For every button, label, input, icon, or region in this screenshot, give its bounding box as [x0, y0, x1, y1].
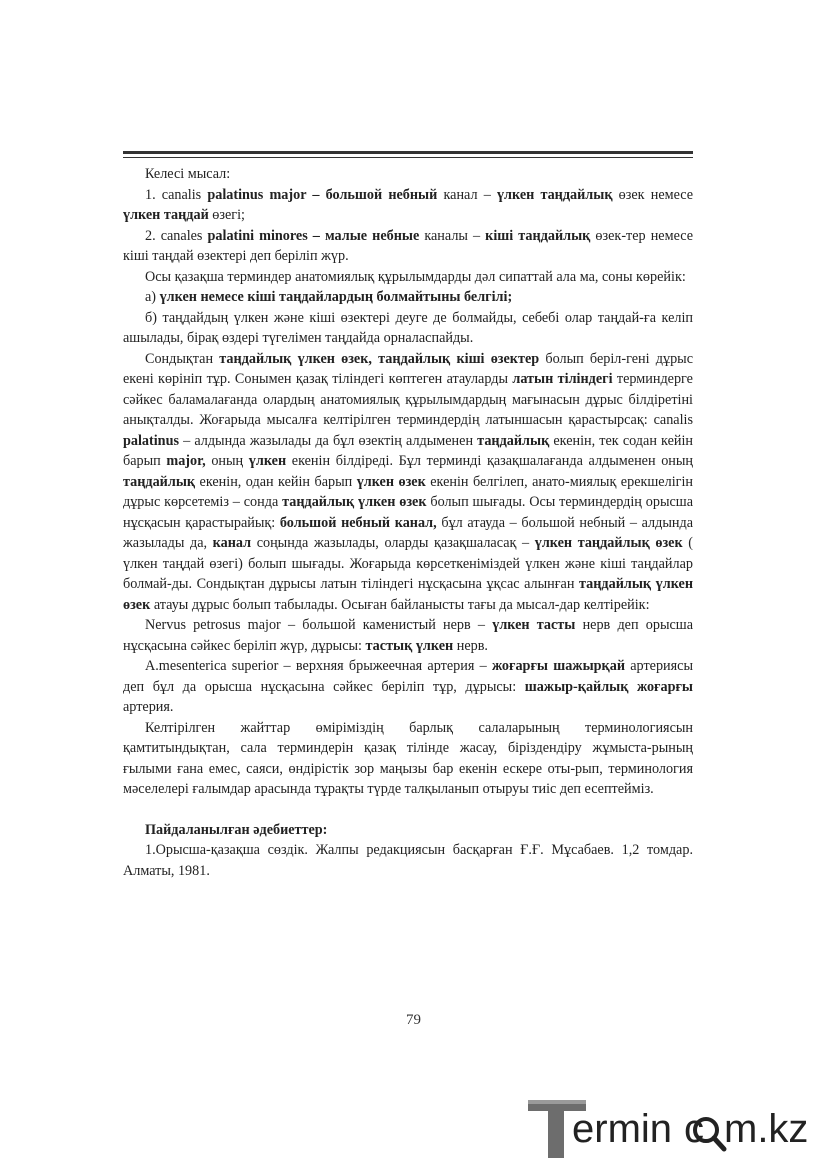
- paragraph: [123, 164, 693, 185]
- bold-run: таңдайлық үлкен өзек: [123, 576, 693, 613]
- text-run: болып шығады. Осы терминдердің орысша нұсқасын қарастырайық:: [123, 494, 693, 531]
- text-run: өзек-тер немесе кіші таңдай өзектері деп беріліп жүр.: [123, 227, 693, 264]
- logo-text-2: c: [684, 1107, 704, 1151]
- paragraph: [123, 226, 693, 267]
- text-run: A.mesenterica superior – верхняя брыжеечная артерия –: [145, 658, 492, 674]
- bold-run: үлкен таңдайлық өзек: [534, 535, 683, 551]
- bold-run: palatini minores – малые небные: [207, 227, 420, 244]
- header-rule-thin: [123, 157, 693, 158]
- bold-run: таңдайлық үлкен өзек, таңдайлық кіші өзектер: [219, 350, 540, 367]
- text-run: екенін білдіреді. Бұл терминді қазақшалағанда алдыменен оның: [286, 453, 694, 469]
- paragraph: [123, 287, 693, 308]
- bold-run: канал: [212, 535, 252, 551]
- header-rule-thick: [123, 151, 693, 154]
- bold-run: тастық үлкен: [365, 637, 454, 654]
- bold-run: таңдайлық: [477, 432, 550, 449]
- text-run: өзек немесе: [612, 186, 694, 203]
- text-run: терминдерге сәйкес баламалағанда олардың анатомиялық құрылымдардың мағынасын дұрыс білдіретіні анықталды. Жоғарыда мысалға келтірілген терминдердің латыншасын қарастырсақ: canalis: [123, 371, 693, 428]
- logo-text-1: ermin: [572, 1107, 673, 1151]
- text-run: екенін белгілеп, анато-миялық ерекшелігін дұрыс көрсетеміз – сонда: [123, 473, 693, 510]
- page-number: 79: [406, 1012, 421, 1028]
- text-run: – алдында жазылады да бұл өзектің алдыменен: [179, 432, 478, 449]
- text-run: соңында жазылады, оларды қазақшаласақ –: [251, 535, 535, 551]
- text-run: б) таңдайдың үлкен және кіші өзектері деуге де болмайды, себебі олар таңдай-ға келіп ашылады, бірақ өздері түгелімен таңдайда орналаспайды.: [123, 309, 693, 346]
- text-run: нерв деп орысша нұсқасына сәйкес беріліп жүр, дұрысы:: [123, 617, 694, 654]
- paragraphs: [123, 164, 693, 800]
- text-run: өзегі;: [208, 207, 245, 223]
- paragraph: [123, 349, 693, 616]
- text-run: атауы дұрыс болып табылады. Осыған байланысты тағы да мысал-дар келтірейік:: [150, 596, 650, 613]
- text-run: канал –: [437, 186, 497, 203]
- bold-run: үлкен тасты: [492, 617, 576, 633]
- paragraph: [123, 308, 693, 349]
- bold-run: major,: [166, 453, 206, 469]
- paragraph: [123, 656, 693, 718]
- text-run: ( үлкен таңдай өзегі) болып шығады. Жоғарыда көрсеткеніміздей үлкен және кіші таңдайлар болмай-ды. Сондықтан дұрысы латын тіліндегі нұсқасына ұқсас алынған: [123, 535, 693, 592]
- bold-run: кіші таңдайлық: [485, 227, 591, 244]
- bold-run: үлкен таңдай: [123, 207, 209, 223]
- bold-run: palatinus: [123, 432, 179, 449]
- bold-run: таңдайлық үлкен өзек: [282, 494, 427, 510]
- text-run: 2. canales: [145, 227, 208, 244]
- text-run: бұл атауда – большой небный – алдында жазылады да,: [123, 514, 693, 551]
- text-run: Nervus petrosus major – большой каменистый нерв –: [145, 617, 493, 633]
- text-run: Осы қазақша терминдер анатомиялық құрылымдарды дәл сипаттай ала ма, соны көрейік:: [145, 268, 686, 285]
- text-run: каналы –: [419, 227, 486, 244]
- bold-run: жоғарғы шажырқай: [491, 658, 625, 674]
- bold-run: үлкен таңдайлық: [496, 186, 613, 203]
- text-run: а): [145, 289, 160, 305]
- bold-run: шажыр-қайлық жоғарғы: [524, 678, 693, 695]
- paragraph: [123, 267, 693, 288]
- text-run: Келесі мысал:: [145, 166, 231, 182]
- text-run: Сондықтан: [145, 350, 220, 367]
- references-title: Пайдаланылған әдебиеттер:: [145, 821, 328, 838]
- text-run: Келтірілген жайттар өміріміздің барлық салаларының терминологиясын қамтитындықтан, сала терминдерін қазақ тілінде жасау, біріздендіру жұмыста-рының ғылыми ғана емес, саяси, өндірістік зор маңызы бар екенін ескере оты-рып, терминология мәселелері ғалымдар арасында тұрақты түрде талқыланып отыруы тиіс деп есептейміз.: [123, 719, 693, 797]
- text-run: артерия.: [123, 699, 174, 715]
- bold-run: palatinus major – большой небный: [207, 186, 438, 203]
- text-run: артериясы деп бұл да орысша нұсқасына сәйкес беріліп тұр, дұрысы:: [123, 658, 694, 695]
- text-run: нерв.: [453, 637, 488, 654]
- bold-run: үлкен: [248, 453, 287, 469]
- termincom-logo[interactable]: [528, 1098, 818, 1162]
- text-run: екенін, тек содан кейін барып: [123, 432, 693, 469]
- logo-graphic: [528, 1098, 818, 1162]
- bold-run: үлкен немесе кіші таңдайлардың болмайтыны белгілі;: [159, 289, 513, 305]
- text-run: 1. canalis: [145, 186, 208, 203]
- reference-item: 1.Орысша-қазақша сөздік. Жалпы редакциясын басқарған Ғ.Ғ. Мұсабаев. 1,2 томдар. Алматы, 1981.: [123, 842, 693, 879]
- bold-run: үлкен өзек: [356, 473, 426, 490]
- bold-run: большой небный канал,: [279, 514, 437, 531]
- bold-run: таңдайлық: [123, 473, 196, 490]
- paragraph: [123, 185, 693, 226]
- article-body: [123, 164, 693, 881]
- paragraph: [123, 718, 693, 800]
- text-run: екенін, одан кейін барып: [195, 473, 357, 490]
- text-run: болып беріл-гені дұрыс екені көрініп тұр. Сонымен қазақ тіліндегі көптеген атауларды: [123, 350, 693, 387]
- logo-text-3: m.kz: [724, 1107, 809, 1151]
- bold-run: латын тіліндегі: [512, 371, 613, 387]
- paragraph: [123, 615, 693, 656]
- text-run: оның: [205, 453, 249, 469]
